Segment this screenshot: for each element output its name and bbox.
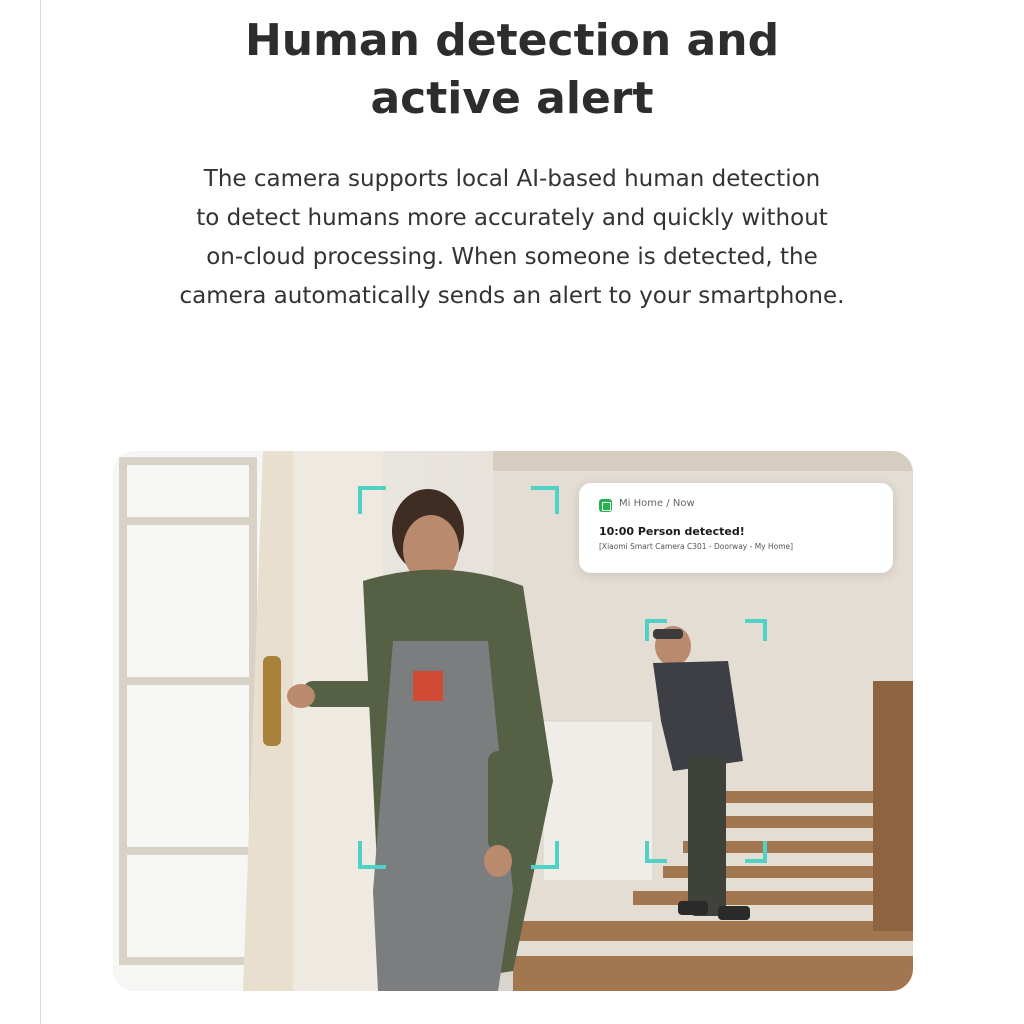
detection-corner-bottom-right-2 — [745, 841, 767, 863]
person-detected-notification[interactable] — [579, 483, 893, 573]
notification-subtitle: [Xiaomi Smart Camera C301 - Doorway - My Home] — [599, 542, 794, 551]
page-heading — [0, 12, 1024, 128]
mi-home-app-icon — [599, 499, 612, 512]
radiator — [543, 721, 653, 881]
stair-post — [873, 681, 913, 931]
ceiling-beam — [493, 451, 913, 471]
left-divider — [40, 0, 41, 1024]
notification-title: 10:00 Person detected! — [599, 525, 745, 538]
description-line-2: to detect humans more accurately and quickly without — [196, 205, 828, 231]
heading-line-1: Human detection and — [244, 15, 780, 66]
description-line-1: The camera supports local AI-based human detection — [203, 166, 821, 192]
heading-line-2: active alert — [370, 73, 654, 124]
camera-scene-photo — [113, 451, 913, 991]
notification-app-label: Mi Home / Now — [619, 498, 695, 509]
glass-door — [293, 451, 383, 991]
detection-corner-bottom-left-2 — [645, 841, 667, 863]
door-handle — [263, 656, 281, 746]
feature-description — [132, 160, 892, 316]
detection-corner-top-right-2 — [745, 619, 767, 641]
description-line-3: on-cloud processing. When someone is detected, the — [206, 244, 818, 270]
detection-corner-bottom-right — [531, 841, 559, 869]
detection-corner-top-left-2 — [645, 619, 667, 641]
description-line-4: camera automatically sends an alert to your smartphone. — [179, 283, 845, 309]
detection-corner-top-left — [358, 486, 386, 514]
detection-corner-bottom-left — [358, 841, 386, 869]
detection-corner-top-right — [531, 486, 559, 514]
